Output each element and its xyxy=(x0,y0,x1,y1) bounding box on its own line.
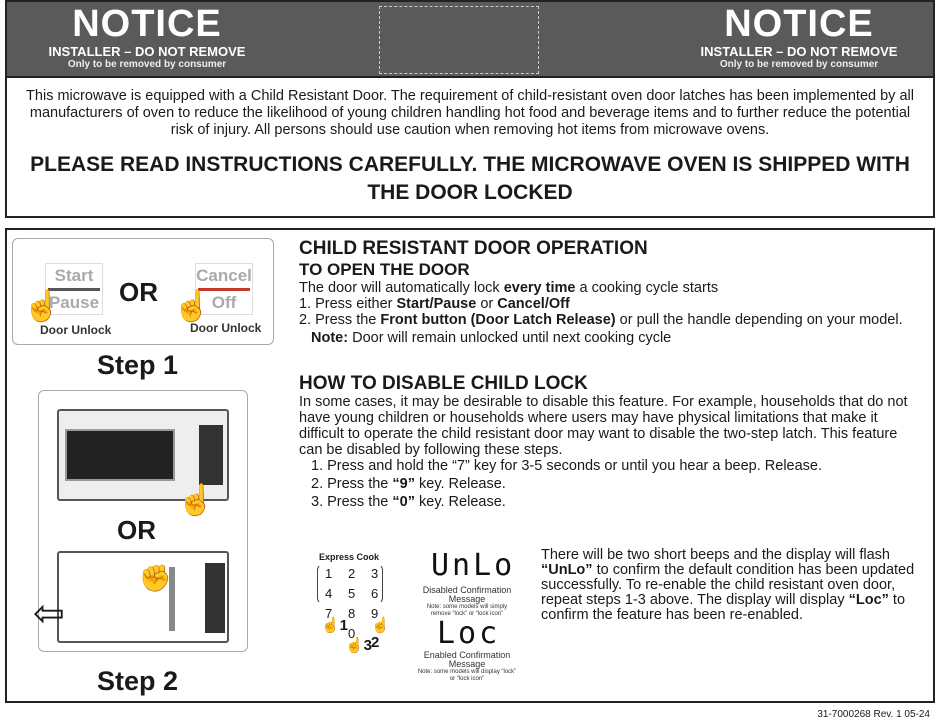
open-note: Note: Door will remain unlocked until next cooking cycle xyxy=(311,330,672,346)
hand-grip-icon: ✊ xyxy=(139,563,172,593)
keypad-key: 8 xyxy=(348,606,356,621)
microwave-window xyxy=(65,429,175,481)
keypad-key: 6 xyxy=(371,586,379,601)
step2-label: Step 2 xyxy=(97,666,179,696)
or-text: OR xyxy=(117,515,156,545)
disable-step-1: 1. Press and hold the “7” key for 3-5 seconds or until you hear a beep. Release. xyxy=(311,458,823,474)
open-step-1: 1. Press either Start/Pause or Cancel/Off xyxy=(299,296,570,312)
consumer-text: Only to be removed by consumer xyxy=(719,59,879,70)
keypad-illustration xyxy=(315,564,390,674)
door-unlock-label: Door Unlock xyxy=(40,323,112,337)
control-panel xyxy=(199,425,223,485)
finger-press-icon: ☝1 xyxy=(321,617,349,634)
or-text: OR xyxy=(119,277,158,307)
notice-header xyxy=(5,0,935,78)
dashed-box xyxy=(379,6,539,74)
hand-pointer-icon: ☝ xyxy=(177,484,215,517)
control-panel xyxy=(205,563,225,633)
keypad-key: 4 xyxy=(325,586,333,601)
intro-box xyxy=(5,78,935,218)
notice-title: NOTICE xyxy=(724,3,874,45)
open-step-2: 2. Press the Front button (Door Latch Release) or pull the handle depending on your model. xyxy=(299,312,903,328)
finger-press-icon: ☝3 xyxy=(345,637,373,654)
cancel-label: Cancel xyxy=(196,266,252,285)
express-cook-label: Express Cook xyxy=(319,552,380,562)
loc-display: Loc xyxy=(437,616,501,651)
part-number: 31-7000268 Rev. 1 05-24 xyxy=(817,709,930,720)
instructions-box xyxy=(5,228,935,703)
hand-pointer-icon: ☝ xyxy=(173,290,211,323)
notice-left xyxy=(17,4,277,71)
disable-step-3: 3. Press the “0” key. Release. xyxy=(311,494,506,510)
start-label: Start xyxy=(54,266,94,285)
beep-text: There will be two short beeps and the display will flash “UnLo” to confirm the default condition has been updated successfully. To re-enable the child resistant oven door, repeat steps 1-3 above. The display will display “Loc” to confirm the feature has been re-enabled. xyxy=(541,547,915,623)
disabled-caption: Disabled Confirmation Message Note: some models will simply remove “lock” or “lock icon” xyxy=(422,585,512,617)
keypad-key: 1 xyxy=(325,566,333,581)
door-unlock-label: Door Unlock xyxy=(190,321,262,335)
keypad-key: 2 xyxy=(348,566,356,581)
installer-text: INSTALLER – DO NOT REMOVE xyxy=(48,44,246,59)
keypad-key: 7 xyxy=(325,606,333,621)
finger-press-icon: ☝2 xyxy=(371,617,390,651)
pause-label: Pause xyxy=(48,293,100,312)
keypad-key: 0 xyxy=(348,626,356,641)
open-door-title: TO OPEN THE DOOR xyxy=(299,260,470,279)
hand-pointer-icon: ☝ xyxy=(23,290,61,323)
intro-text: This microwave is equipped with a Child Resistant Door. The requirement of child-resistant oven door latches has been implemented by all manufacturers of oven to reduce the likelihood of young children handling hot food and beverage items and to further reduce the potential risk of injury. All persons should use caution when removing hot items from microwave ovens. xyxy=(26,88,914,138)
step2-illustration xyxy=(33,390,248,652)
arrow-left-icon: ⇦ xyxy=(33,593,65,635)
notice-right xyxy=(669,4,929,71)
step1-illustration xyxy=(12,238,274,345)
enabled-caption: Enabled Confirmation Message Note: some models will display “lock” or “lock icon” xyxy=(417,650,517,682)
keypad-key: 5 xyxy=(348,586,356,601)
installer-text: INSTALLER – DO NOT REMOVE xyxy=(700,44,898,59)
off-label: Off xyxy=(211,293,237,312)
consumer-text: Only to be removed by consumer xyxy=(67,59,227,70)
disable-title: HOW TO DISABLE CHILD LOCK xyxy=(299,373,588,394)
keypad-key: 3 xyxy=(371,566,379,581)
notice-title: NOTICE xyxy=(72,3,222,45)
keypad-bracket xyxy=(317,564,383,604)
step1-label: Step 1 xyxy=(97,350,179,380)
keypad-key: 9 xyxy=(371,606,379,621)
warning-heading: PLEASE READ INSTRUCTIONS CAREFULLY. THE MICROWAVE OVEN IS SHIPPED WITH THE DOOR LOCKED xyxy=(30,153,910,204)
auto-lock-text: The door will automatically lock every time a cooking cycle starts xyxy=(299,280,719,296)
disable-step-2: 2. Press the “9” key. Release. xyxy=(311,476,506,492)
unlo-display: UnLo xyxy=(431,548,516,583)
operation-title: CHILD RESISTANT DOOR OPERATION xyxy=(299,238,648,259)
disable-intro: In some cases, it may be desirable to disable this feature. For example, households that do not have young children or households where users may have physical limitations that make it difficult to operate the child resistant door may want to disable the two-step latch. This feature can be disabled by following these steps. xyxy=(299,394,908,458)
